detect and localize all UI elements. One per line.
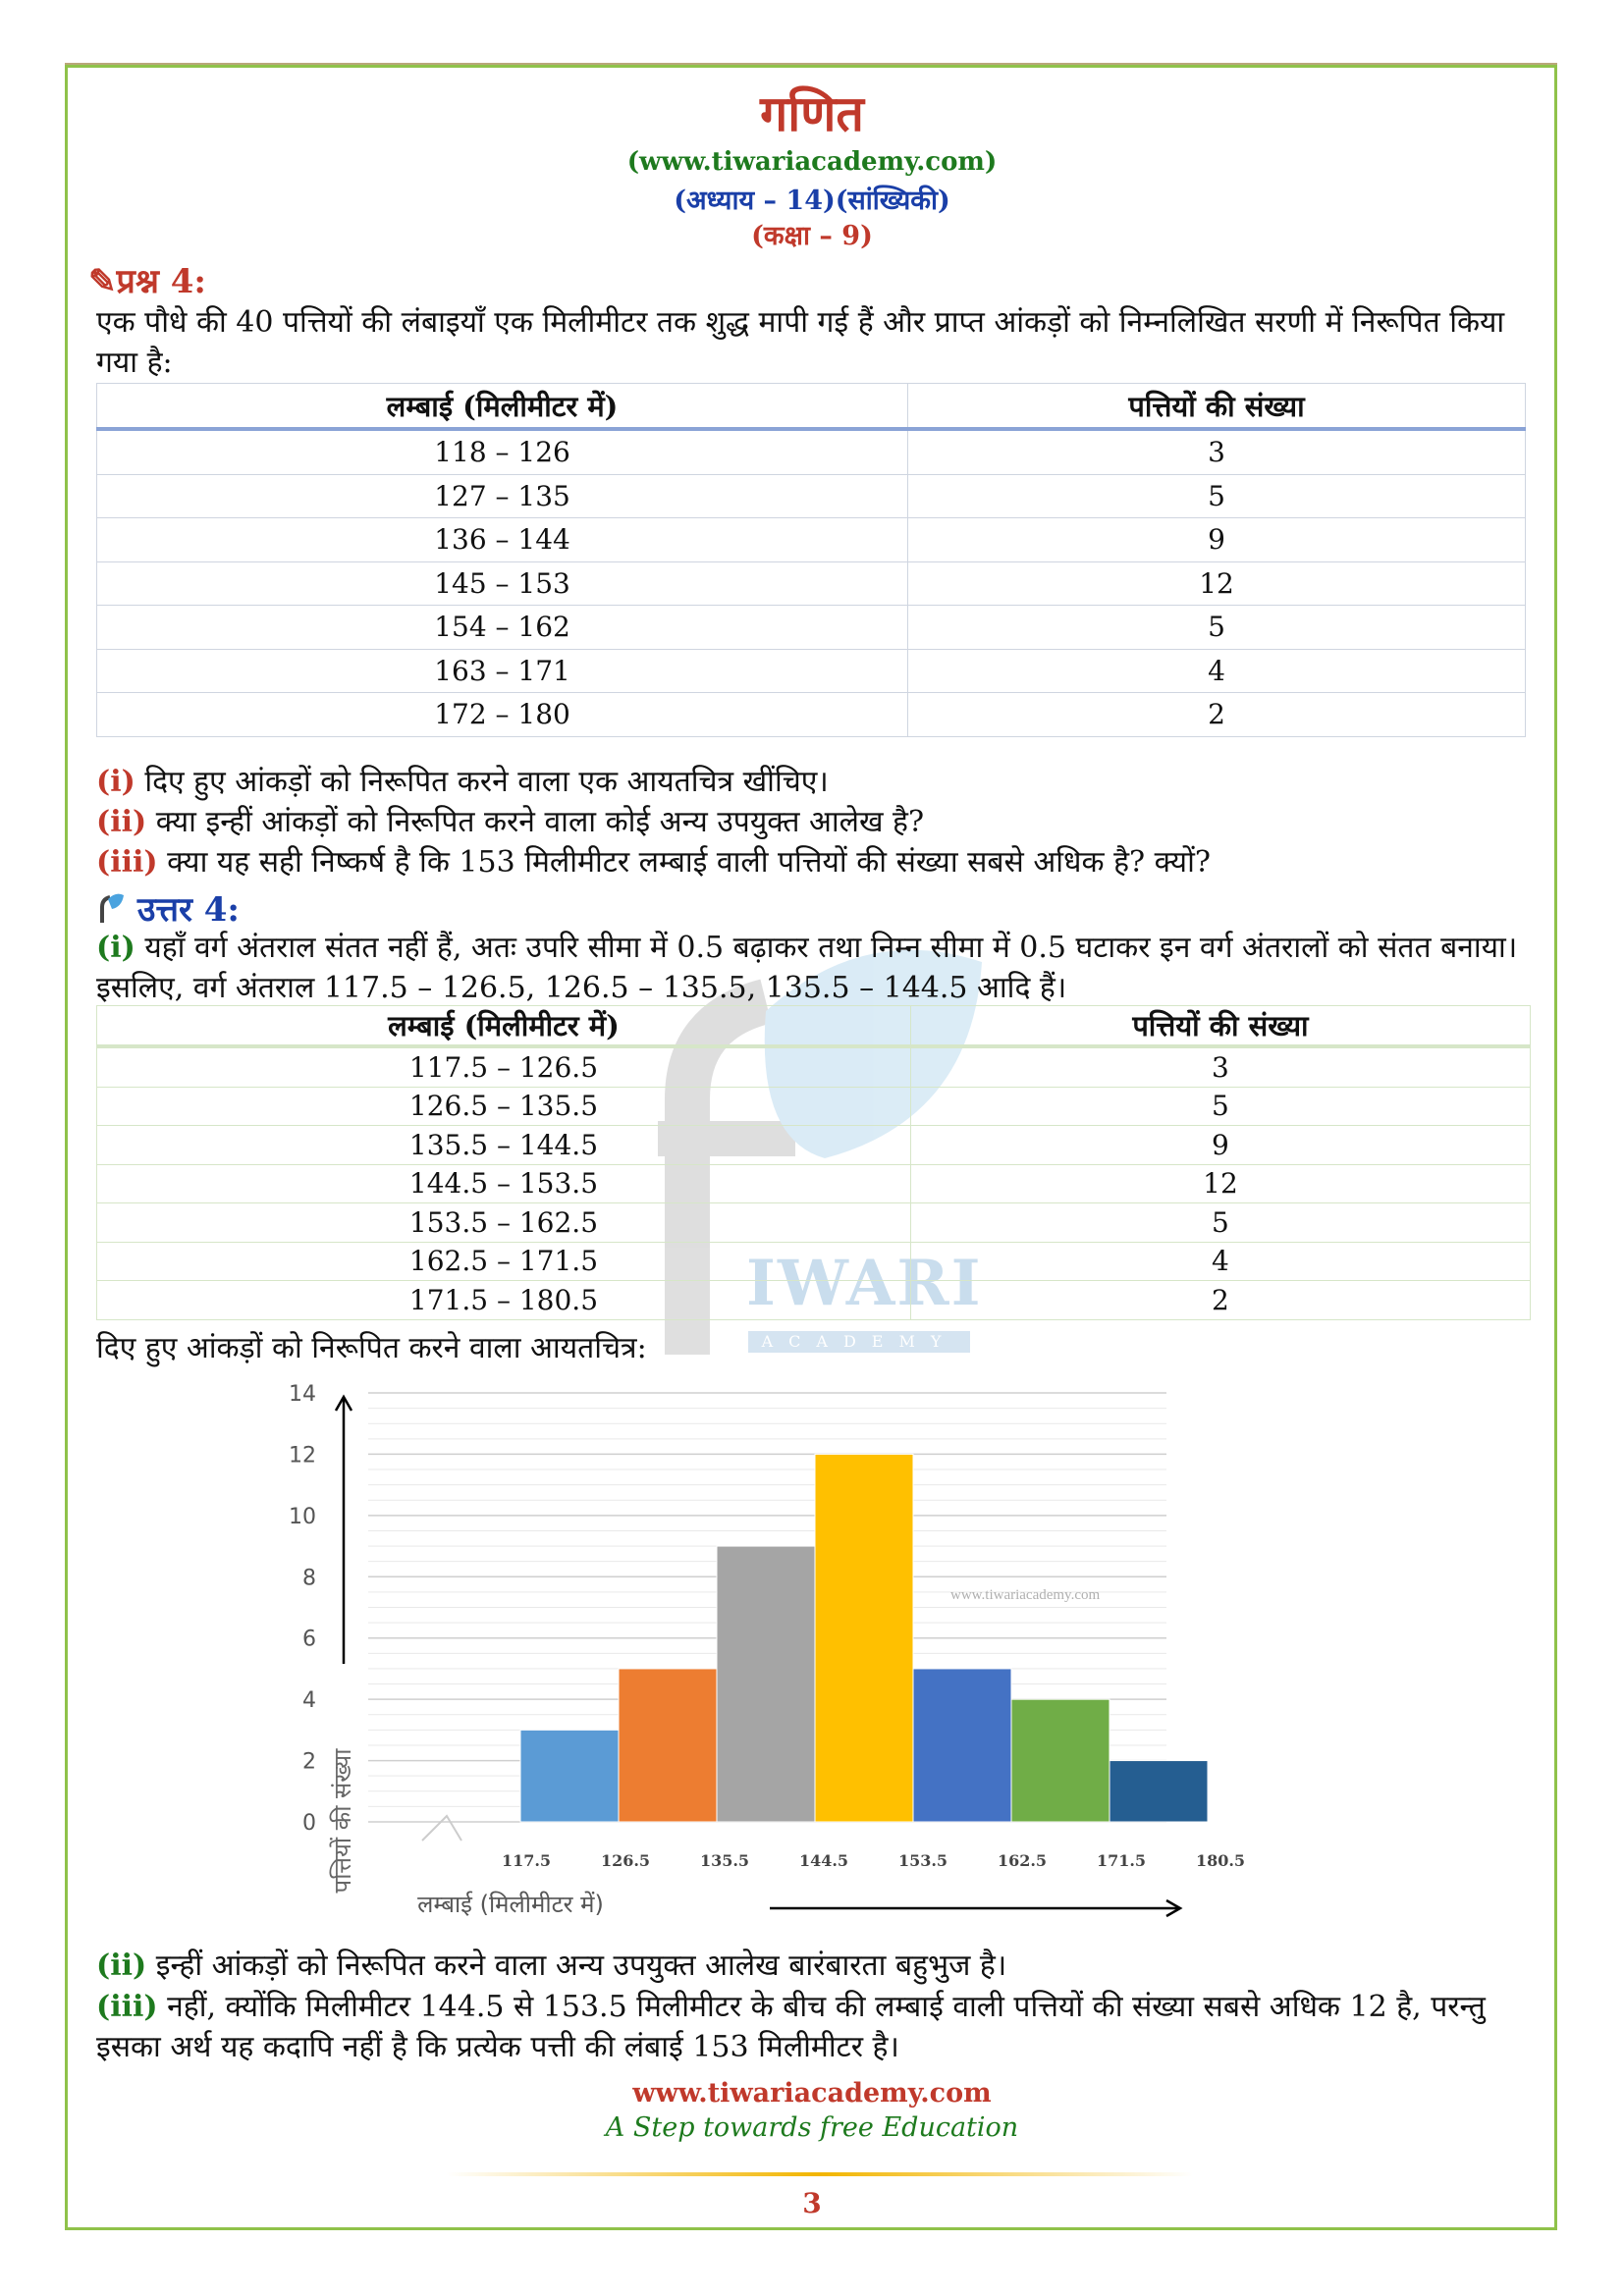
tiwari-logo-icon xyxy=(96,893,126,925)
table-cell: 2 xyxy=(908,693,1526,737)
table-cell: 171.5 – 180.5 xyxy=(97,1281,911,1320)
x-tick-label: 171.5 xyxy=(1096,1851,1147,1870)
footer-tagline: A Step towards free Education xyxy=(605,2112,1019,2143)
histogram-bar xyxy=(913,1669,1011,1822)
histogram-bar xyxy=(520,1730,619,1822)
table-cell: 5 xyxy=(908,474,1526,518)
x-tick-label: 153.5 xyxy=(897,1851,948,1870)
part-label: (i) xyxy=(96,931,135,965)
histogram-bar xyxy=(815,1454,913,1822)
y-tick-label: 14 xyxy=(289,1382,316,1407)
answer-part-ii xyxy=(96,1946,1532,1986)
table-cell: 9 xyxy=(908,518,1526,562)
table-cell: 117.5 – 126.5 xyxy=(97,1046,911,1087)
table-row xyxy=(97,1281,1531,1320)
table-cell: 5 xyxy=(910,1087,1530,1126)
answer-part-i xyxy=(96,928,1532,1008)
x-tick-label: 144.5 xyxy=(798,1851,849,1870)
table-row xyxy=(97,1164,1531,1203)
pen-icon: ✎ xyxy=(88,262,117,301)
table-cell: 162.5 – 171.5 xyxy=(97,1242,911,1281)
table-cell: 3 xyxy=(908,429,1526,474)
x-tick-label: 117.5 xyxy=(501,1851,552,1870)
table-header: लम्बाई (मिलीमीटर में) xyxy=(97,384,908,430)
table-header: पत्तियों की संख्या xyxy=(908,384,1526,430)
table-cell: 144.5 – 153.5 xyxy=(97,1164,911,1203)
y-axis-label: पत्तियों की संख्या xyxy=(329,1748,356,1894)
question-table xyxy=(96,383,1526,737)
part-label: (ii) xyxy=(96,1949,147,1983)
question-heading xyxy=(88,257,206,302)
histogram-bar xyxy=(1110,1761,1208,1822)
table-cell: 3 xyxy=(910,1046,1530,1087)
y-tick-label: 2 xyxy=(302,1749,316,1775)
header-site-link[interactable]: (www.tiwariacademy.com) xyxy=(626,147,998,177)
part-text: क्या इन्हीं आंकड़ों को निरूपित करने वाला कोई अन्य उपयुक्त आलेख है? xyxy=(146,805,925,839)
histogram-bar xyxy=(619,1669,717,1822)
y-tick-label: 0 xyxy=(302,1811,316,1836)
question-parts xyxy=(96,762,1530,882)
question-heading-text: प्रश्न 4: xyxy=(116,262,206,301)
y-tick-label: 4 xyxy=(302,1688,316,1714)
answer-table xyxy=(96,1005,1531,1320)
histogram-caption: दिए हुए आंकड़ों को निरूपित करने वाला आयतचित्र: xyxy=(96,1331,647,1365)
page-number: 3 xyxy=(802,2187,822,2219)
footer-divider xyxy=(447,2172,1193,2176)
part-label: (iii) xyxy=(96,1990,158,2024)
table-row xyxy=(97,561,1526,606)
part-text: दिए हुए आंकड़ों को निरूपित करने वाला एक आयतचित्र खींचिए। xyxy=(135,765,829,799)
histogram-bar xyxy=(1011,1699,1110,1822)
part-text: इन्हीं आंकड़ों को निरूपित करने वाला अन्य उपयुक्त आलेख बारंबारता बहुभुज है। xyxy=(146,1949,1007,1983)
table-cell: 136 – 144 xyxy=(97,518,908,562)
table-cell: 127 – 135 xyxy=(97,474,908,518)
table-row xyxy=(97,474,1526,518)
page-title: गणित xyxy=(760,84,864,142)
table-row xyxy=(97,1126,1531,1165)
answer-part-iii xyxy=(96,1987,1532,2067)
part-label: (i) xyxy=(96,765,135,799)
watermark-brand: IWARI xyxy=(746,1247,983,1320)
table-cell: 12 xyxy=(910,1164,1530,1203)
question-part-i xyxy=(96,762,1530,802)
x-tick-label: 180.5 xyxy=(1195,1851,1246,1870)
answer-heading xyxy=(96,885,240,931)
table-cell: 172 – 180 xyxy=(97,693,908,737)
table-header: लम्बाई (मिलीमीटर में) xyxy=(97,1006,911,1047)
part-label: (iii) xyxy=(96,845,158,880)
class-label: (कक्षा – 9) xyxy=(751,221,873,251)
part-text: क्या यह सही निष्कर्ष है कि 153 मिलीमीटर लम्बाई वाली पत्तियों की संख्या सबसे अधिक है? क्यों? xyxy=(157,845,1211,880)
table-row xyxy=(97,518,1526,562)
answer-heading-text: उत्तर 4: xyxy=(136,890,240,930)
question-part-iii xyxy=(96,842,1530,882)
watermark-sub: ACADEMY xyxy=(748,1331,970,1353)
question-text: एक पौधे की 40 पत्तियों की लंबाइयाँ एक मिलीमीटर तक शुद्ध मापी गई हैं और प्राप्त आंकड़ों को निम्नलिखित सरणी में निरूपित किया गया है: xyxy=(96,305,1505,380)
table-cell: 4 xyxy=(910,1242,1530,1281)
histogram-chart xyxy=(289,1369,1335,1929)
table-cell: 145 – 153 xyxy=(97,561,908,606)
question-part-ii xyxy=(96,802,1530,842)
part-text: नहीं, क्योंकि मिलीमीटर 144.5 से 153.5 मिलीमीटर के बीच की लम्बाई वाली पत्तियों की संख्या सबसे अधिक 12 है, परन्तु इसका अर्थ यह कदापि नहीं है कि प्रत्येक पत्ती की लंबाई 153 मिलीमीटर है। xyxy=(96,1990,1486,2064)
histogram-bar xyxy=(717,1546,815,1822)
table-cell: 153.5 – 162.5 xyxy=(97,1203,911,1243)
table-row xyxy=(97,429,1526,474)
x-tick-label: 135.5 xyxy=(699,1851,750,1870)
part-label: (ii) xyxy=(96,805,147,839)
y-tick-label: 10 xyxy=(289,1504,316,1529)
part-text: यहाँ वर्ग अंतराल संतत नहीं हैं, अतः उपरि सीमा में 0.5 बढ़ाकर तथा निम्न सीमा में 0.5 घटाकर इन वर्ग अंतरालों को संतत बनाया। इसलिए, वर्ग अंतराल 117.5 – 126.5, 126.5 – 135.5, 135.5 – 144.5 आदि हैं। xyxy=(96,931,1518,1005)
table-cell: 5 xyxy=(910,1203,1530,1243)
chart-watermark: www.tiwariacademy.com xyxy=(950,1587,1101,1603)
table-row xyxy=(97,1203,1531,1243)
table-cell: 163 – 171 xyxy=(97,649,908,693)
y-tick-label: 8 xyxy=(302,1566,316,1591)
footer-site-link[interactable]: www.tiwariacademy.com xyxy=(632,2078,992,2109)
table-cell: 12 xyxy=(908,561,1526,606)
table-row xyxy=(97,693,1526,737)
table-cell: 118 – 126 xyxy=(97,429,908,474)
table-cell: 5 xyxy=(908,606,1526,650)
x-tick-label: 126.5 xyxy=(600,1851,651,1870)
y-tick-label: 12 xyxy=(289,1443,316,1468)
axis-break-icon xyxy=(422,1816,461,1841)
x-tick-label: 162.5 xyxy=(997,1851,1048,1870)
table-row xyxy=(97,1087,1531,1126)
table-cell: 126.5 – 135.5 xyxy=(97,1087,911,1126)
table-header: पत्तियों की संख्या xyxy=(910,1006,1530,1047)
table-cell: 135.5 – 144.5 xyxy=(97,1126,911,1165)
table-row xyxy=(97,606,1526,650)
table-cell: 2 xyxy=(910,1281,1530,1320)
table-row xyxy=(97,1046,1531,1087)
y-tick-label: 6 xyxy=(302,1627,316,1652)
table-cell: 9 xyxy=(910,1126,1530,1165)
chapter-label: (अध्याय – 14)(सांख्यिकी) xyxy=(674,186,950,216)
table-row xyxy=(97,1242,1531,1281)
table-row xyxy=(97,649,1526,693)
table-cell: 4 xyxy=(908,649,1526,693)
table-cell: 154 – 162 xyxy=(97,606,908,650)
x-axis-label: लम्बाई (मिलीमीटर में) xyxy=(417,1891,604,1918)
